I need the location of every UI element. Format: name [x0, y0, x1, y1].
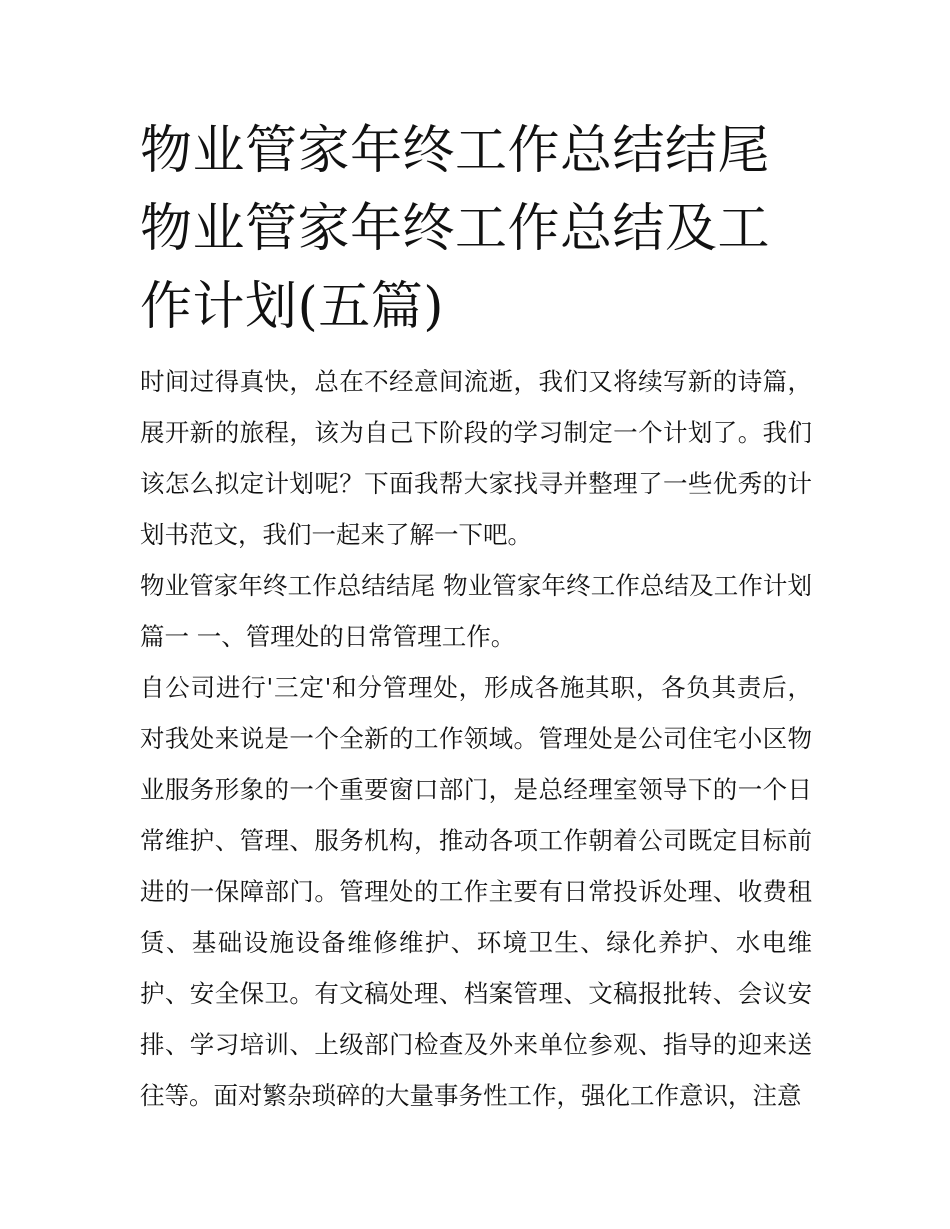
- body-paragraph: 自公司进行'三定'和分管理处，形成各施其职，各负其责后，对我处来说是一个全新的工作领域。管理处是公司住宅小区物业服务形象的一个重要窗口部门，是总经理室领导下的一个日常维护、管理、服务机构，推动各项工作朝着公司既定目标前进的一保障部门。管理处的工作主要有日常投诉处理、收费租赁、基础设施设备维修维护、环境卫生、绿化养护、水电维护、安全保卫。有文稿处理、档案管理、文稿报批转、会议安排、学习培训、上级部门检查及外来单位参观、指导的迎来送往等。面对繁杂琐碎的大量事务性工作，强化工作意识，注意: [140, 673, 812, 1110]
- section-heading-paragraph: 物业管家年终工作总结结尾 物业管家年终工作总结及工作计划篇一 一、管理处的日常管理工作。: [140, 571, 812, 651]
- document-body: [140, 356, 812, 1121]
- intro-paragraph: 时间过得真快，总在不经意间流逝，我们又将续写新的诗篇，展开新的旅程，该为自己下阶段的学习制定一个计划了。我们该怎么拟定计划呢？下面我帮大家找寻并整理了一些优秀的计划书范文，我们一起来了解一下吧。: [140, 367, 812, 549]
- document-title: 物业管家年终工作总结结尾 物业管家年终工作总结及工作计划(五篇): [140, 121, 771, 337]
